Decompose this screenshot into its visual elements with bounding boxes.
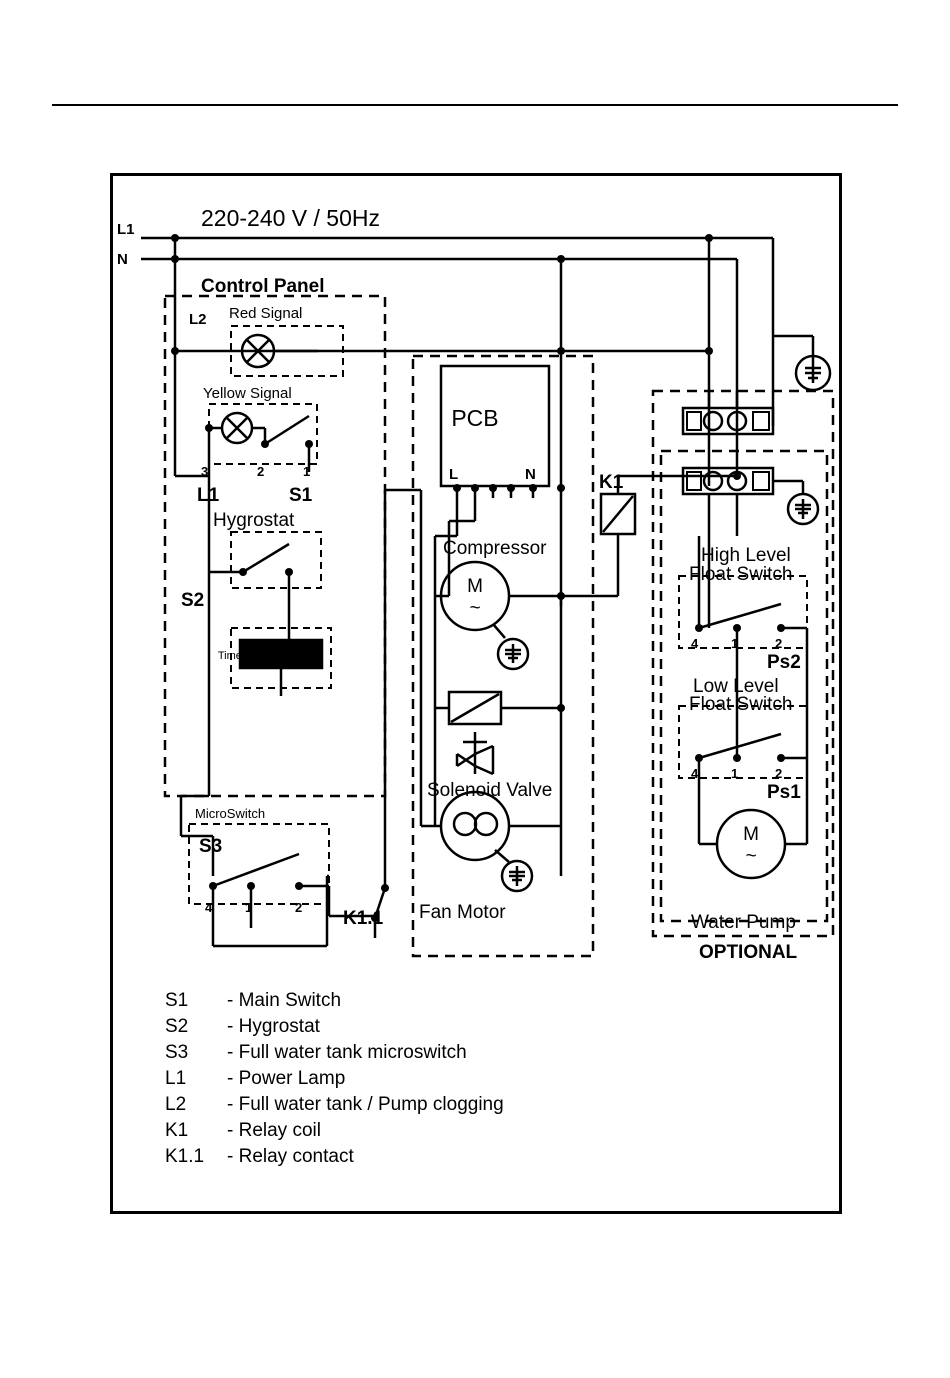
k1-label: K1 xyxy=(599,472,624,493)
hl-term-1: 1 xyxy=(731,636,739,651)
optional-label: OPTIONAL xyxy=(699,942,798,963)
ms-term-2-label: 2 xyxy=(295,900,303,915)
legend-item xyxy=(165,988,685,1013)
legend-value: - Full water tank / Pump clogging xyxy=(227,1094,504,1115)
compressor-m: M xyxy=(467,576,483,597)
high-level-label2: Float Switch xyxy=(689,564,793,585)
label-n: N xyxy=(117,251,128,268)
legend-value: - Main Switch xyxy=(227,990,342,1011)
term-3-label: 3 xyxy=(201,464,209,479)
water-pump-label: Water Pump xyxy=(691,912,796,933)
ps1-label: Ps1 xyxy=(767,782,801,803)
hygrostat-label: Hygrostat xyxy=(213,510,295,531)
legend-item xyxy=(165,1014,685,1039)
yellow-signal-box xyxy=(209,404,317,464)
legend-key: S2 xyxy=(165,1016,189,1037)
supply-title: 220-240 V / 50Hz xyxy=(201,205,381,231)
hygrostat-box xyxy=(231,532,321,588)
legend-key: L2 xyxy=(165,1094,187,1115)
label-l1: L1 xyxy=(117,221,135,238)
pump-ac: ~ xyxy=(745,846,757,867)
legend-key: S3 xyxy=(165,1042,189,1063)
switch-s3-label: S3 xyxy=(199,836,223,857)
legend-value: - Relay coil xyxy=(227,1120,321,1141)
legend-item xyxy=(165,1144,685,1169)
ms-term-4-label: 4 xyxy=(205,900,213,915)
pump-m: M xyxy=(743,824,759,845)
compressor-ac: ~ xyxy=(469,598,481,619)
legend-item xyxy=(165,1040,685,1065)
control-panel-title: Control Panel xyxy=(201,276,325,297)
legend-key: S1 xyxy=(165,990,189,1011)
legend-value: - Power Lamp xyxy=(227,1068,346,1089)
term-2-label: 2 xyxy=(257,464,265,479)
legend-value: - Full water tank microswitch xyxy=(227,1042,467,1063)
legend-item xyxy=(165,1118,685,1143)
switch-s2-label: S2 xyxy=(181,590,205,611)
time-counter-label: Time Counter xyxy=(217,650,285,662)
yellow-signal-label: Yellow Signal xyxy=(203,385,292,402)
low-level-label1: Low Level xyxy=(693,676,779,697)
fan-motor-label: Fan Motor xyxy=(419,902,506,923)
pcb-n-label: N xyxy=(525,466,536,483)
legend xyxy=(165,988,685,1170)
ll-term-4: 4 xyxy=(691,766,699,781)
compressor-label: Compressor xyxy=(443,538,547,559)
k1-1-label: K1.1 xyxy=(343,908,384,929)
solenoid-valve-label: Solenoid Valve xyxy=(427,780,553,801)
header-rule xyxy=(52,104,898,106)
hl-term-2: 2 xyxy=(775,636,783,651)
pcb-title: PCB xyxy=(451,405,499,431)
legend-item xyxy=(165,1092,685,1117)
legend-value: - Relay contact xyxy=(227,1146,354,1167)
legend-value: - Hygrostat xyxy=(227,1016,320,1037)
microswitch-label: MicroSwitch xyxy=(195,806,266,821)
high-level-label1: High Level xyxy=(701,545,791,566)
switch-s1-label: S1 xyxy=(289,485,313,506)
ll-term-2: 2 xyxy=(775,766,783,781)
ll-term-1: 1 xyxy=(731,766,739,781)
control-panel-outline xyxy=(165,296,385,796)
ms-term-1-label: 1 xyxy=(245,900,253,915)
legend-key: K1.1 xyxy=(165,1146,205,1167)
pcb-l-label: L xyxy=(449,466,459,483)
label-l2: L2 xyxy=(189,311,207,328)
term-1-label: 1 xyxy=(303,464,311,479)
legend-key: K1 xyxy=(165,1120,189,1141)
legend-item xyxy=(165,1066,685,1091)
legend-key: L1 xyxy=(165,1068,187,1089)
hl-term-4: 4 xyxy=(691,636,699,651)
ps2-label: Ps2 xyxy=(767,652,801,673)
lamp-l1-label: L1 xyxy=(197,485,220,506)
low-level-label2: Float Switch xyxy=(689,694,793,715)
red-signal-label: Red Signal xyxy=(229,305,303,322)
